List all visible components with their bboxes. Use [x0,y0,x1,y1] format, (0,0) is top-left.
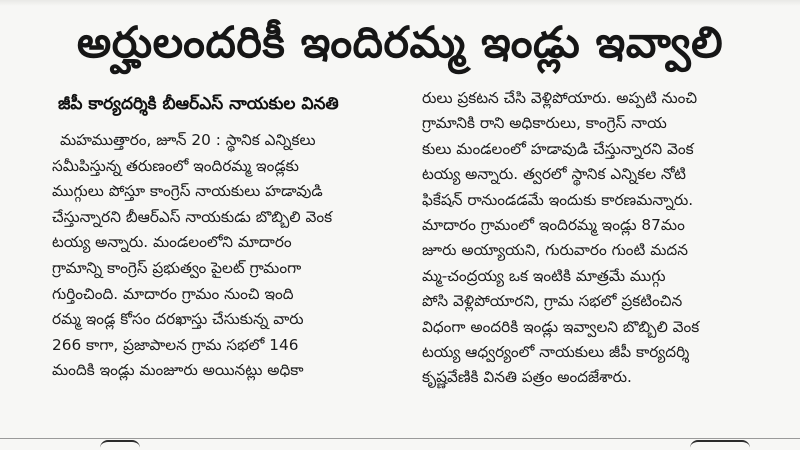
text-line: టయ్య అన్నారు. మండలంలోని మాదారం [52,233,292,252]
text-line: గ్రామాన్ని కాంగ్రెస్ ప్రభుత్వం పైలట్ గ్రామంగా [52,258,302,277]
clipped-previous-article-edge [0,0,800,6]
text-line: మహముత్తారం, జూన్ 20 : స్థానిక ఎన్నికలు [60,131,316,149]
left-column-body [52,128,397,384]
text-line: చేస్తున్నారని బీఆర్ఎస్ నాయకుడు బొబ్బిలి వెంక [52,207,333,226]
clipped-next-article-fragment [690,440,750,450]
column-bottom-divider [0,438,800,439]
article-right-column [422,86,792,391]
right-column-body [422,86,792,391]
text-line: టయ్య అన్నారు. త్వరలో స్థానిక ఎన్నికల నోటి [422,165,686,184]
text-line: రమ్మ ఇండ్ల కోసం దరఖాస్తు చేసుకున్న వారు [52,310,304,329]
text-line: కృష్ణవేణికి వినతి పత్రం అందజేశారు. [422,368,632,387]
text-line: మందికి ఇండ్లు మంజూరు అయినట్లు అధికా [52,361,304,380]
text-line: పోసి వెళ్లిపోయారని, గ్రామ సభలో ప్రకటించిన [422,292,683,311]
article-headline: అర్హులందరికీ ఇందిరమ్మ ఇండ్లు ఇవ్వాలి [76,18,724,68]
text-line: రులు ప్రకటన చేసి వెళ్లిపోయారు. అప్పటి నుంచి [422,89,698,107]
text-line: గ్రామానికి రాని అధికారులు, కాంగ్రెస్ నాయ [422,114,667,133]
text-line: జూరు అయ్యాయని, గురువారం గుంటి మదన [422,241,688,260]
text-line: సమీపిస్తున్న తరుణంలో ఇందిరమ్మ ఇండ్లకు [52,156,299,175]
text-line: ముగ్గులు పోస్తూ కాంగ్రెస్ నాయకులు హడావుడి [52,182,323,201]
text-line: ఫికేషన్ రానుండడమే ఇందుకు కారణమన్నారు. [422,190,694,209]
clipped-next-article-fragment [100,440,140,450]
text-line: టయ్య ఆధ్వర్యంలో నాయకులు జీపీ కార్యదర్శి [422,342,690,361]
text-line: 266 కాగా, ప్రజాపాలన గ్రామ సభలో 146 [52,335,299,354]
text-line: మ్మ-చంద్రయ్య ఒక ఇంటికి మాత్రమే ముగ్గు [422,266,666,285]
text-line: గుర్తించింది. మాదారం గ్రామం నుంచి ఇంది [52,284,294,303]
text-line: కులు మండలంలో హడావుడి చేస్తున్నారని వెంక [422,139,694,158]
article-left-column [52,92,397,384]
text-line: విధంగా అందరికి ఇండ్లు ఇవ్వాలని బొబ్బిలి వెంక [422,317,700,336]
text-line: మాదారం గ్రామంలో ఇందిరమ్మ ఇండ్లు 87మం [422,215,685,234]
article-subheadline: జీపీ కార్యదర్శికి బీఆర్ఎస్ నాయకుల వినతి [58,94,339,114]
